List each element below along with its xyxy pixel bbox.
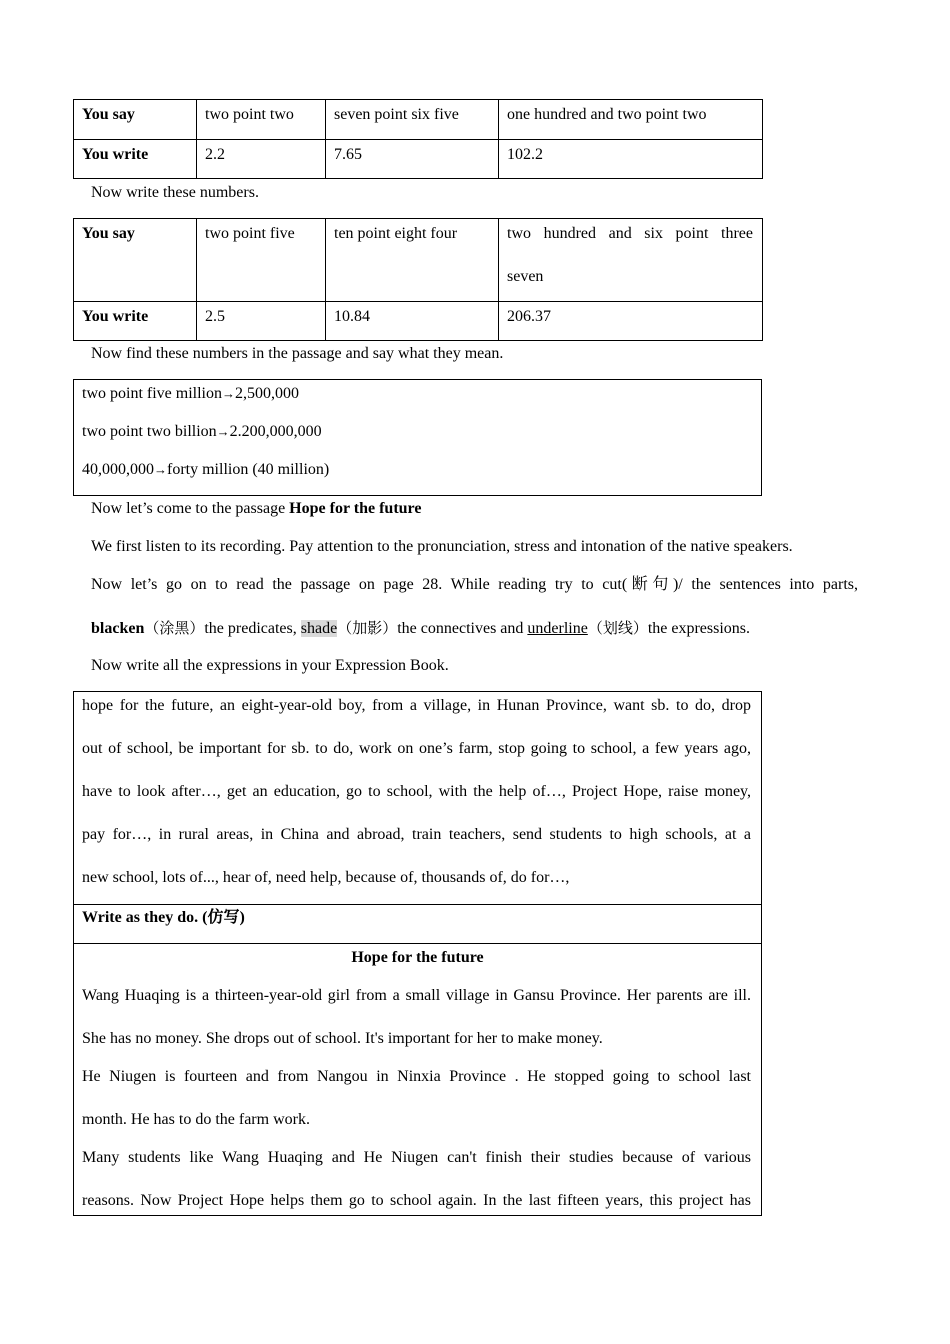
cell-line: seven <box>507 268 544 285</box>
cell-line: two hundred and six point three <box>507 225 753 242</box>
numbers-table-2 <box>73 218 763 341</box>
table-cell: You write <box>74 140 197 179</box>
table-row <box>74 302 763 341</box>
passage-line: Wang Huaqing is a thirteen-year-old girl from a small village in Gansu Province. Her parents are ill. <box>82 987 751 1004</box>
table-cell: one hundred and two point two <box>499 100 763 140</box>
instruction-text: Now write all the expressions in your Expression Book. <box>91 657 449 674</box>
table-cell: 2.5 <box>197 302 326 341</box>
expression-line: out of school, be important for sb. to do, work on one’s farm, stop going to school, a few years ago, <box>82 740 751 757</box>
expression-line: new school, lots of..., hear of, need help, because of, thousands of, do for…, <box>82 869 570 886</box>
table-cell: You write <box>74 302 197 341</box>
table-cell: two point five <box>197 219 326 302</box>
table-cell: 10.84 <box>326 302 499 341</box>
expression-line: hope for the future, an eight-year-old boy, from a village, in Hunan Province, want sb. to do, drop <box>82 697 751 714</box>
table-row <box>74 219 763 302</box>
table-cell: You say <box>74 100 197 140</box>
table-cell: 102.2 <box>499 140 763 179</box>
table-cell: two point two <box>197 100 326 140</box>
passage-line: month. He has to do the farm work. <box>82 1111 310 1128</box>
table-cell: You say <box>74 219 197 302</box>
divider <box>74 904 761 905</box>
instruction-text: Now let’s go on to read the passage on page 28. While reading try to cut(断句)/ the sentences into parts, <box>91 576 858 593</box>
passage-title: Hope for the future <box>351 949 484 966</box>
expressions-box <box>73 691 762 1216</box>
passage-line: reasons. Now Project Hope helps them go to school again. In the last fifteen years, this project has <box>82 1192 751 1209</box>
expression-line: pay for…, in rural areas, in China and abroad, train teachers, send students to high schools, at a <box>82 826 751 843</box>
number-line: two point two billion→2.200,000,000 <box>82 423 322 440</box>
instruction-text: Now find these numbers in the passage and say what they mean. <box>91 345 504 362</box>
expression-line: have to look after…, get an education, go to school, with the help of…, Project Hope, raise money, <box>82 783 751 800</box>
passage-line: He Niugen is fourteen and from Nangou in Ninxia Province . He stopped going to school last <box>82 1068 751 1085</box>
instruction-text: Now write these numbers. <box>91 184 259 201</box>
table-row <box>74 140 763 179</box>
table-cell: 7.65 <box>326 140 499 179</box>
table-cell: 2.2 <box>197 140 326 179</box>
table-cell: ten point eight four <box>326 219 499 302</box>
write-heading: Write as they do. (仿写) <box>82 909 245 926</box>
passage-line: She has no money. She drops out of school. It's important for her to make money. <box>82 1030 603 1047</box>
divider <box>74 943 761 944</box>
table-cell: seven point six five <box>326 100 499 140</box>
instruction-text: We first listen to its recording. Pay attention to the pronunciation, stress and intonation of the native speakers. <box>91 538 793 555</box>
table-cell: 206.37 <box>499 302 763 341</box>
instruction-text: blacken（涂黑）the predicates, shade（加影）the connectives and underline（划线）the expressions. <box>91 619 751 637</box>
passage-line: Many students like Wang Huaqing and He Niugen can't finish their studies because of various <box>82 1149 751 1166</box>
numbers-meaning-box <box>73 379 762 496</box>
number-line: two point five million→2,500,000 <box>82 385 299 402</box>
table-row <box>74 100 763 140</box>
instruction-text: Now let’s come to the passage Hope for the future <box>91 500 422 517</box>
number-line: 40,000,000→forty million (40 million) <box>82 461 330 478</box>
table-cell <box>499 219 763 302</box>
numbers-table-1 <box>73 99 763 179</box>
